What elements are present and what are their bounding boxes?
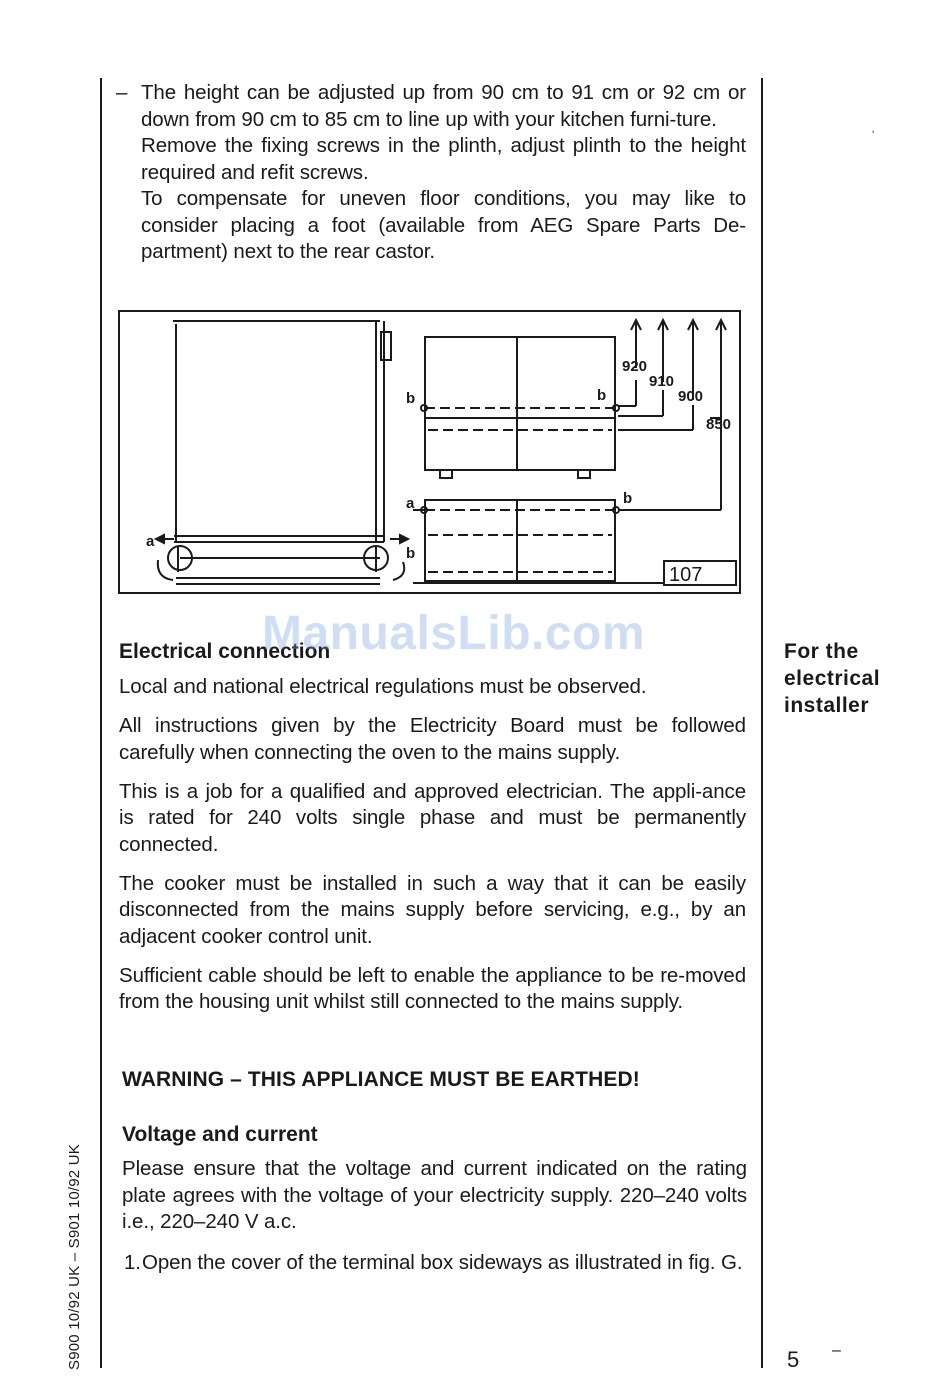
voltage-paragraph: Please ensure that the voltage and current indicated on the rating plate agrees with the voltage of your electricity supply. 220–240 volts i.e., 220–240 V a.c. [122, 1157, 747, 1233]
height-adjustment-section [116, 80, 746, 266]
electrical-connection-body [119, 674, 746, 1028]
electrical-paragraph-1: Local and national electrical regulations must be observed. [119, 675, 647, 698]
step-text: Open the cover of the terminal box sideways as illustrated in fig. G. [142, 1251, 743, 1274]
electrical-paragraph-2: All instructions given by the Electricity Board must be followed carefully when connecting the oven to the mains supply. [119, 714, 746, 764]
label-a-lower: a [406, 495, 415, 512]
side-heading-line-1: For the [784, 640, 859, 663]
voltage-current-body [122, 1156, 747, 1236]
intro-paragraph-3: To compensate for uneven floor conditions, you may like to consider placing a foot (available from AEG Spare Parts De-partment) next to the rear castor. [141, 187, 746, 263]
bullet-dash: – [116, 81, 128, 104]
side-heading-line-3: installer [784, 694, 870, 717]
intro-paragraph-1: The height can be adjusted up from 90 cm to 91 cm or 92 cm or down from 90 cm to 85 cm to line up with your kitchen furni-ture. [141, 81, 746, 131]
earthing-warning: WARNING – THIS APPLIANCE MUST BE EARTHED! [122, 1068, 640, 1091]
page-number: 5 [787, 1347, 800, 1372]
watermark: ManualsLib.com [262, 607, 646, 660]
margin-mark: ' [872, 128, 875, 142]
side-heading-line-2: electrical [784, 667, 881, 690]
electrical-paragraph-5: Sufficient cable should be left to enable the appliance to be re-moved from the housing unit whilst still connected to the mains supply. [119, 963, 746, 1013]
dimension-850: 850 [706, 416, 732, 433]
cooker-lowered-view [425, 500, 615, 581]
label-b-upper-right: b [597, 387, 607, 404]
diagram-svg [118, 310, 741, 594]
dimension-920: 920 [622, 358, 648, 375]
electrical-paragraph-3: This is a job for a qualified and approved electrician. The appli-ance is rated for 240 volts single phase and must be permanently connected. [119, 779, 746, 856]
figure-number: 107 [669, 564, 703, 586]
label-b-lower: b [623, 490, 633, 507]
label-b-upper-left: b [406, 390, 416, 407]
voltage-current-heading: Voltage and current [122, 1123, 318, 1146]
step-item [124, 1250, 748, 1277]
label-a-left: a [146, 533, 155, 550]
side-heading [784, 638, 880, 719]
step-number: 1. [124, 1251, 141, 1274]
dimension-910: 910 [649, 373, 675, 390]
electrical-paragraph-4: The cooker must be installed in such a way that it can be easily disconnected from the mains supply before servicing, e.g., by an adjacent cooker control unit. [119, 871, 746, 948]
cooker-raised-view [425, 337, 615, 470]
label-b-left: b [406, 545, 416, 562]
document-code: S900 10/92 UK – S901 10/92 UK [66, 1144, 83, 1370]
left-margin-rule [100, 78, 102, 1368]
diagram-frame [119, 311, 740, 593]
intro-paragraph-2: Remove the fixing screws in the plinth, adjust plinth to the height required and refit screws. [141, 134, 746, 184]
electrical-connection-heading: Electrical connection [119, 640, 331, 663]
right-margin-rule [761, 78, 763, 1368]
dimension-900: 900 [678, 388, 704, 405]
page-number-dash: – [832, 1342, 841, 1359]
plinth-height-diagram [118, 310, 741, 594]
